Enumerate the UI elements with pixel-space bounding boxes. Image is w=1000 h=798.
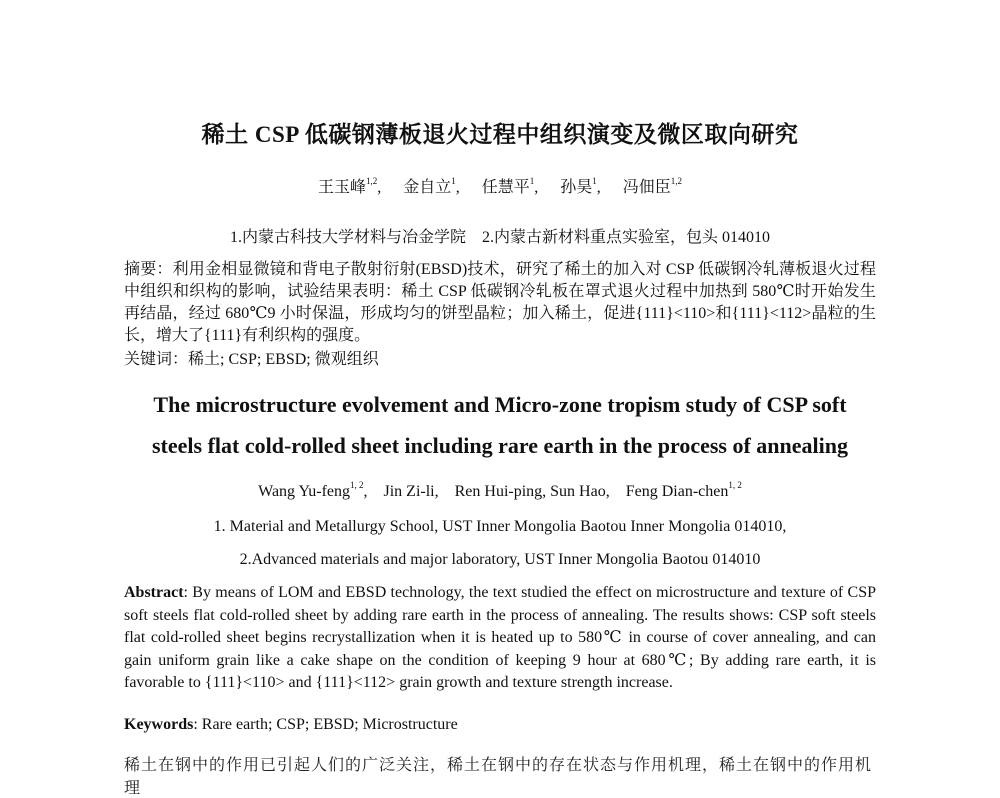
chinese-abstract (124, 259, 876, 347)
author-5: 冯佃臣$^{1,2}$ (622, 176, 683, 196)
english-keywords-text: : Rare earth; CSP; EBSD; Microstructure (193, 716, 458, 733)
english-abstract-label: Abstract (124, 584, 184, 601)
english-abstract (124, 582, 876, 695)
author-4: 孙昊$^1$, (560, 176, 601, 196)
chinese-authors (0, 174, 1000, 197)
author-2: 金自立$^1$, (403, 176, 460, 196)
author-3: 任慧平$^1$, (481, 176, 539, 196)
english-abstract-text: : By means of LOM and EBSD technology, the text studied the effect on microstructure and texture of CSP soft steels flat cold-rolled sheet by adding rare earth in the process of annealing. The results shows: CSP soft steels flat cold-rolled sheet begins recrystallization when it is heated up to 580℃ in course of cover annealing, and can gain uniform grain like a cake shape on the condition of keeping 9 hour at 680℃; By adding rare earth, it is favorable to {111}<110> and {111}<112> grain growth and texture strength increase. (124, 584, 876, 691)
abstract-label: 摘要： (124, 261, 173, 278)
chinese-title: 稀土 CSP 低碳钢薄板退火过程中组织演变及微区取向研究 (201, 122, 799, 147)
en-author-1: Wang Yu-feng$^{1, 2}$, (258, 480, 368, 500)
english-keywords (124, 714, 876, 736)
english-keywords-label: Keywords (124, 716, 194, 733)
author-1: 王玉峰$^{1,2}$, (317, 176, 382, 196)
en-author-3: Ren Hui-ping, Sun Hao, (454, 483, 610, 500)
english-affiliation-2: 2.Advanced materials and major laboratory, UST Inner Mongolia Baotou 014010 (239, 551, 761, 568)
abstract-text: 利用金相显微镜和背电子散射衍射(EBSD)技术，研究了稀土的加入对 CSP 低碳钢冷轧薄板退火过程中组织和织构的影响，试验结果表明：稀土 CSP 低碳钢冷轧板在罩式退火过程中加热到 580℃时开始发生再结晶，经过 680℃9 小时保温，形成均匀的饼型晶粒；加入稀土，促进{111}<110>和{111}<112>晶粒的生长，增大了{111}有利织构的强度。 (124, 261, 876, 344)
chinese-keywords (124, 349, 876, 371)
chinese-affiliation: 1.内蒙古科技大学材料与冶金学院 2.内蒙古新材料重点实验室，包头 014010 (229, 229, 770, 246)
cut-off-text-line: 稀土在钢中的作用已引起人们的广泛关注，稀土在钢中的存在状态与作用机理，稀土在钢中的作用机理 (124, 757, 873, 797)
english-authors (0, 480, 1000, 501)
english-title-line-2: steels flat cold-rolled sheet including rare earth in the process of annealing (151, 433, 849, 458)
english-title-line-1: The microstructure evolvement and Micro-zone tropism study of CSP soft (153, 392, 847, 417)
keywords-label: 关键词： (124, 351, 189, 368)
en-author-2: Jin Zi-li, (383, 483, 439, 500)
english-affiliation-1: 1. Material and Metallurgy School, UST Inner Mongolia Baotou Inner Mongolia 014010, (213, 518, 787, 535)
en-author-4: Feng Dian-chen$^{1, 2}$ (625, 480, 742, 500)
keywords-text: 稀土; CSP; EBSD; 微观组织 (188, 351, 379, 368)
